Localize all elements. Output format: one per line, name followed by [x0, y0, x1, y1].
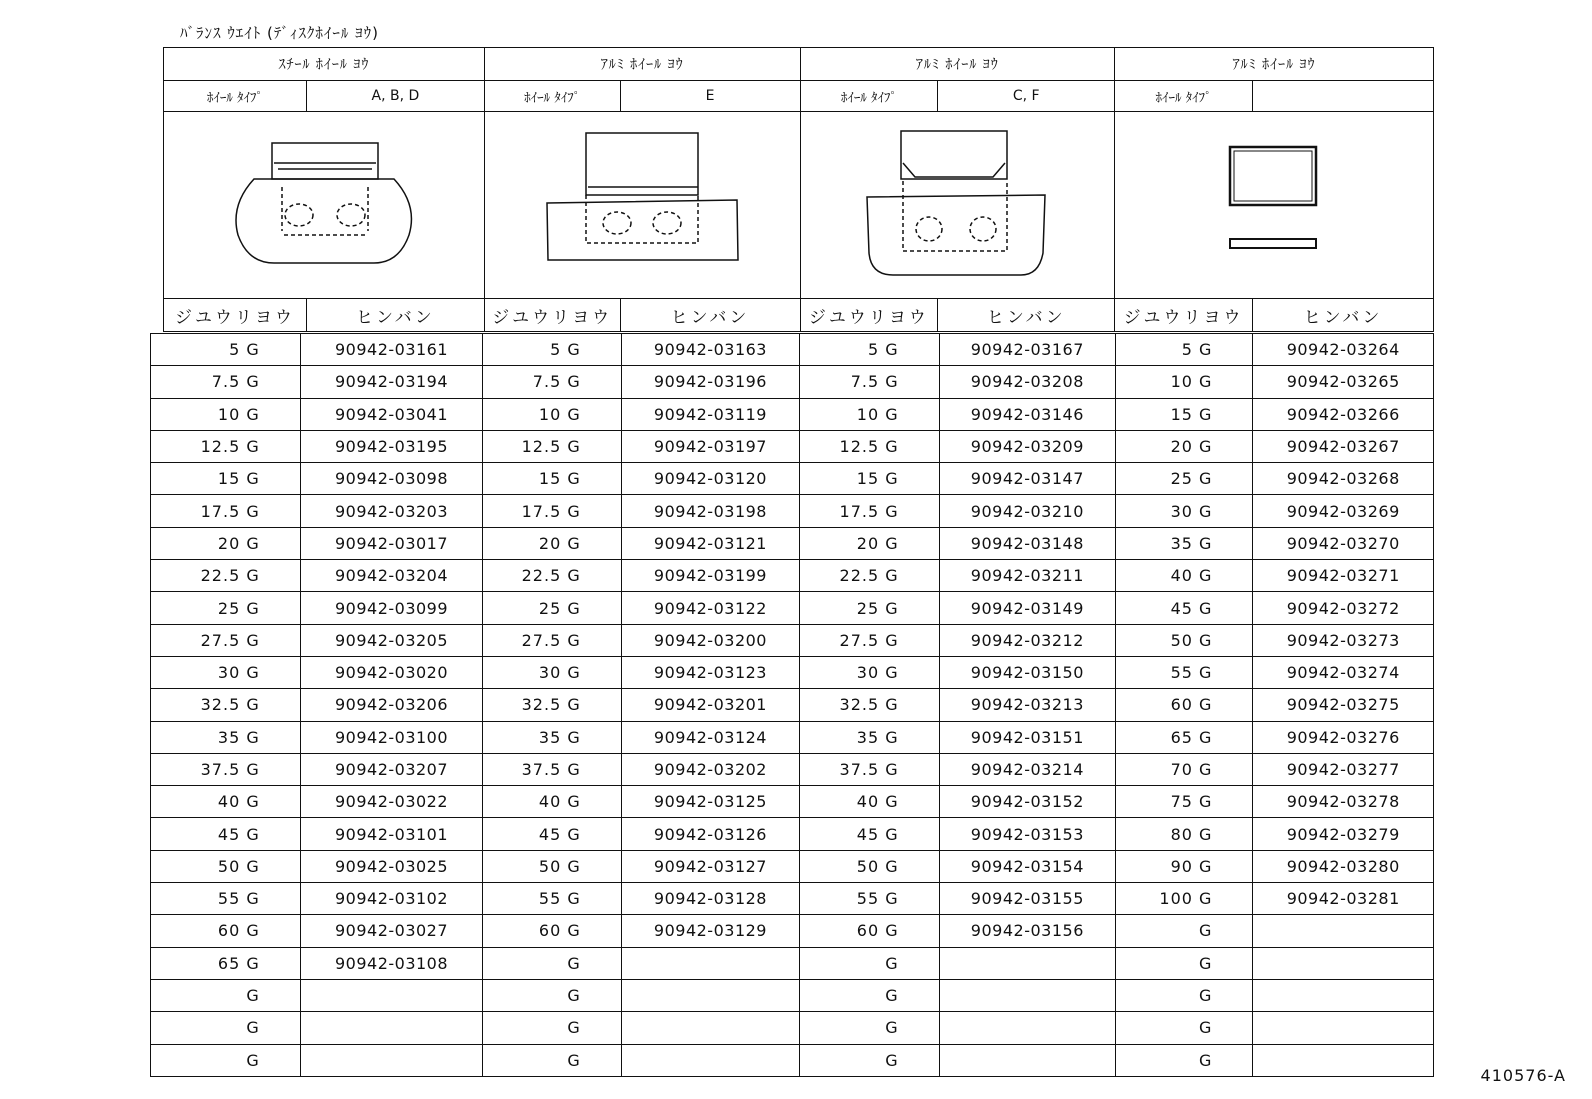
weight-cell: G [1116, 1012, 1253, 1044]
weight-cell: 12.5 G [151, 430, 301, 462]
weight-cell: 7.5 G [151, 366, 301, 398]
table-row [151, 1012, 1434, 1044]
weight-cell: G [1116, 947, 1253, 979]
weight-cell: 25 G [151, 592, 301, 624]
table-row [151, 979, 1434, 1011]
part-number-cell: 90942-03102 [300, 883, 483, 915]
weight-cell: 40 G [1116, 560, 1253, 592]
part-number-cell: 90942-03276 [1253, 721, 1434, 753]
part-number-cell: 90942-03127 [621, 850, 799, 882]
weight-cell: 50 G [800, 850, 939, 882]
part-number-cell: 90942-03274 [1253, 656, 1434, 688]
weight-cell: 7.5 G [800, 366, 939, 398]
weight-cell: 25 G [1116, 463, 1253, 495]
table-row [151, 398, 1434, 430]
weight-cell: G [151, 1012, 301, 1044]
part-number-cell: 90942-03278 [1253, 786, 1434, 818]
table-row [151, 560, 1434, 592]
weight-cell: 37.5 G [151, 753, 301, 785]
part-number-cell [1253, 947, 1434, 979]
part-number-cell: 90942-03195 [300, 430, 483, 462]
part-number-cell: 90942-03154 [939, 850, 1115, 882]
part-number-cell: 90942-03128 [621, 883, 799, 915]
part-number-cell [300, 979, 483, 1011]
weight-cell: 27.5 G [151, 624, 301, 656]
part-number-cell: 90942-03025 [300, 850, 483, 882]
table-row [151, 721, 1434, 753]
weight-cell: G [800, 947, 939, 979]
weight-cell: 30 G [1116, 495, 1253, 527]
weight-cell: G [483, 979, 621, 1011]
part-number-cell: 90942-03152 [939, 786, 1115, 818]
weight-cell: 45 G [800, 818, 939, 850]
weight-cell: 35 G [151, 721, 301, 753]
part-number-cell: 90942-03151 [939, 721, 1115, 753]
part-number-cell: 90942-03267 [1253, 430, 1434, 462]
part-number-cell: 90942-03120 [621, 463, 799, 495]
part-number-cell: 90942-03129 [621, 915, 799, 947]
weight-cell: 20 G [800, 527, 939, 559]
weight-cell: 45 G [483, 818, 621, 850]
adhesive-weight-drawing [1115, 112, 1434, 299]
part-number-cell: 90942-03264 [1253, 334, 1434, 366]
part-number-cell [1253, 979, 1434, 1011]
weight-cell: 32.5 G [800, 689, 939, 721]
part-number-column-header: ヒンバン [306, 299, 484, 332]
table-row [151, 624, 1434, 656]
weight-cell: 60 G [483, 915, 621, 947]
weight-cell: 17.5 G [800, 495, 939, 527]
weight-cell: 37.5 G [800, 753, 939, 785]
part-number-cell: 90942-03196 [621, 366, 799, 398]
weight-cell: 22.5 G [483, 560, 621, 592]
wheel-type-value: A, B, D [306, 81, 484, 112]
weight-cell: G [151, 1044, 301, 1076]
weight-cell: 10 G [800, 398, 939, 430]
section-steel-name: ｽﾁｰﾙ ﾎｲｰﾙ ﾖｳ [164, 48, 485, 81]
weight-cell: 25 G [483, 592, 621, 624]
weight-cell: 65 G [151, 947, 301, 979]
part-number-cell [1253, 915, 1434, 947]
wheel-type-label: ﾎｲｰﾙ ﾀｲﾌﾟ [1115, 81, 1253, 112]
weight-cell: G [800, 979, 939, 1011]
weight-cell: 70 G [1116, 753, 1253, 785]
part-number-cell: 90942-03268 [1253, 463, 1434, 495]
weight-cell: 35 G [1116, 527, 1253, 559]
part-number-cell: 90942-03101 [300, 818, 483, 850]
part-number-cell: 90942-03194 [300, 366, 483, 398]
part-number-cell: 90942-03281 [1253, 883, 1434, 915]
part-number-cell: 90942-03273 [1253, 624, 1434, 656]
part-number-cell: 90942-03156 [939, 915, 1115, 947]
part-number-cell: 90942-03200 [621, 624, 799, 656]
part-number-cell: 90942-03022 [300, 786, 483, 818]
part-number-cell [939, 979, 1115, 1011]
table-row [151, 463, 1434, 495]
weight-cell: G [483, 1044, 621, 1076]
weight-cell: 30 G [800, 656, 939, 688]
weight-cell: 5 G [800, 334, 939, 366]
weight-cell: 55 G [1116, 656, 1253, 688]
section-alu-cf-name: ｱﾙﾐ ﾎｲｰﾙ ﾖｳ [800, 48, 1115, 81]
weight-cell: 55 G [800, 883, 939, 915]
weight-cell: G [151, 979, 301, 1011]
weight-cell: 20 G [151, 527, 301, 559]
weight-cell: 5 G [483, 334, 621, 366]
weight-cell: 50 G [151, 850, 301, 882]
part-number-cell: 90942-03279 [1253, 818, 1434, 850]
part-number-cell: 90942-03119 [621, 398, 799, 430]
weight-cell: 60 G [1116, 689, 1253, 721]
wheel-type-label: ﾎｲｰﾙ ﾀｲﾌﾟ [484, 81, 620, 112]
part-number-cell: 90942-03203 [300, 495, 483, 527]
table-row [151, 753, 1434, 785]
weight-cell: 5 G [1116, 334, 1253, 366]
weight-cell: 30 G [483, 656, 621, 688]
part-number-cell: 90942-03147 [939, 463, 1115, 495]
weight-cell: 37.5 G [483, 753, 621, 785]
wheel-type-value: C, F [938, 81, 1115, 112]
wheel-type-value: E [620, 81, 800, 112]
table-row [151, 334, 1434, 366]
part-number-cell: 90942-03204 [300, 560, 483, 592]
weight-cell: 15 G [800, 463, 939, 495]
part-number-cell: 90942-03098 [300, 463, 483, 495]
part-number-cell: 90942-03150 [939, 656, 1115, 688]
part-number-cell: 90942-03100 [300, 721, 483, 753]
weight-cell: 50 G [483, 850, 621, 882]
part-number-cell: 90942-03126 [621, 818, 799, 850]
weight-cell: 27.5 G [800, 624, 939, 656]
table-row [151, 366, 1434, 398]
weight-column-header: ジユウリヨウ [1115, 299, 1253, 332]
part-number-cell [621, 1044, 799, 1076]
parts-table [150, 333, 1434, 1077]
table-row [151, 786, 1434, 818]
weight-cell: 15 G [151, 463, 301, 495]
weight-cell: 15 G [483, 463, 621, 495]
weight-cell: 60 G [151, 915, 301, 947]
weight-cell: G [483, 1012, 621, 1044]
part-number-cell: 90942-03198 [621, 495, 799, 527]
part-number-cell: 90942-03149 [939, 592, 1115, 624]
weight-cell: 32.5 G [483, 689, 621, 721]
table-row [151, 656, 1434, 688]
weight-cell: 5 G [151, 334, 301, 366]
weight-cell: 100 G [1116, 883, 1253, 915]
table-row [151, 1044, 1434, 1076]
part-number-cell: 90942-03124 [621, 721, 799, 753]
page-title: ﾊﾞﾗﾝｽ ｳｴｲﾄ (ﾃﾞｨｽｸﾎｲｰﾙ ﾖｳ) [180, 24, 380, 42]
part-number-cell: 90942-03202 [621, 753, 799, 785]
weight-cell: 40 G [483, 786, 621, 818]
part-number-cell: 90942-03271 [1253, 560, 1434, 592]
part-number-cell [939, 947, 1115, 979]
part-number-cell: 90942-03027 [300, 915, 483, 947]
weight-cell: 40 G [800, 786, 939, 818]
table-row [151, 495, 1434, 527]
part-number-cell: 90942-03211 [939, 560, 1115, 592]
table-row [151, 850, 1434, 882]
part-number-cell: 90942-03108 [300, 947, 483, 979]
header-table [163, 47, 1434, 332]
part-number-column-header: ヒンバン [938, 299, 1115, 332]
part-number-cell: 90942-03270 [1253, 527, 1434, 559]
part-number-cell: 90942-03099 [300, 592, 483, 624]
weight-cell: 35 G [483, 721, 621, 753]
wheel-type-label: ﾎｲｰﾙ ﾀｲﾌﾟ [164, 81, 307, 112]
part-number-column-header: ヒンバン [1252, 299, 1433, 332]
part-number-column-header: ヒンバン [620, 299, 800, 332]
weight-cell: 20 G [1116, 430, 1253, 462]
weight-column-header: ジユウリヨウ [800, 299, 938, 332]
part-number-cell: 90942-03206 [300, 689, 483, 721]
section-alu-adhesive-name: ｱﾙﾐ ﾎｲｰﾙ ﾖｳ [1115, 48, 1434, 81]
part-number-cell: 90942-03020 [300, 656, 483, 688]
part-number-cell: 90942-03148 [939, 527, 1115, 559]
weight-cell: 45 G [1116, 592, 1253, 624]
alu-cf-weight-drawing [800, 112, 1115, 299]
weight-cell: 12.5 G [800, 430, 939, 462]
weight-cell: 50 G [1116, 624, 1253, 656]
weight-cell: 22.5 G [800, 560, 939, 592]
part-number-cell: 90942-03167 [939, 334, 1115, 366]
table-row [151, 527, 1434, 559]
weight-cell: 7.5 G [483, 366, 621, 398]
weight-cell: 35 G [800, 721, 939, 753]
weight-cell: 90 G [1116, 850, 1253, 882]
part-number-cell: 90942-03121 [621, 527, 799, 559]
part-number-cell [621, 979, 799, 1011]
weight-cell: G [483, 947, 621, 979]
part-number-cell [300, 1044, 483, 1076]
part-number-cell: 90942-03208 [939, 366, 1115, 398]
weight-cell: 40 G [151, 786, 301, 818]
weight-cell: 15 G [1116, 398, 1253, 430]
part-number-cell: 90942-03161 [300, 334, 483, 366]
part-number-cell [939, 1012, 1115, 1044]
part-number-cell: 90942-03197 [621, 430, 799, 462]
part-number-cell: 90942-03272 [1253, 592, 1434, 624]
weight-cell: 10 G [1116, 366, 1253, 398]
weight-cell: G [1116, 1044, 1253, 1076]
weight-cell: 75 G [1116, 786, 1253, 818]
part-number-cell: 90942-03280 [1253, 850, 1434, 882]
part-number-cell: 90942-03041 [300, 398, 483, 430]
weight-cell: 25 G [800, 592, 939, 624]
weight-cell: 30 G [151, 656, 301, 688]
weight-cell: 55 G [151, 883, 301, 915]
weight-cell: G [800, 1044, 939, 1076]
wheel-type-value [1252, 81, 1433, 112]
part-number-cell: 90942-03214 [939, 753, 1115, 785]
table-row [151, 883, 1434, 915]
part-number-cell [1253, 1012, 1434, 1044]
part-number-cell: 90942-03212 [939, 624, 1115, 656]
part-number-cell: 90942-03207 [300, 753, 483, 785]
weight-cell: 10 G [483, 398, 621, 430]
part-number-cell: 90942-03266 [1253, 398, 1434, 430]
weight-cell: 10 G [151, 398, 301, 430]
part-number-cell: 90942-03201 [621, 689, 799, 721]
table-row [151, 947, 1434, 979]
table-row [151, 689, 1434, 721]
weight-cell: 17.5 G [483, 495, 621, 527]
part-number-cell: 90942-03122 [621, 592, 799, 624]
weight-column-header: ジユウリヨウ [164, 299, 307, 332]
weight-cell: 32.5 G [151, 689, 301, 721]
weight-cell: 20 G [483, 527, 621, 559]
weight-cell: 17.5 G [151, 495, 301, 527]
weight-cell: 45 G [151, 818, 301, 850]
part-number-cell: 90942-03265 [1253, 366, 1434, 398]
part-number-cell: 90942-03017 [300, 527, 483, 559]
weight-cell: 80 G [1116, 818, 1253, 850]
part-number-cell [939, 1044, 1115, 1076]
alu-e-weight-drawing [484, 112, 800, 299]
weight-cell: 55 G [483, 883, 621, 915]
section-alu-e-name: ｱﾙﾐ ﾎｲｰﾙ ﾖｳ [484, 48, 800, 81]
part-number-cell: 90942-03146 [939, 398, 1115, 430]
wheel-type-label: ﾎｲｰﾙ ﾀｲﾌﾟ [800, 81, 938, 112]
part-number-cell: 90942-03209 [939, 430, 1115, 462]
part-number-cell: 90942-03213 [939, 689, 1115, 721]
part-number-cell: 90942-03125 [621, 786, 799, 818]
weight-cell: G [1116, 915, 1253, 947]
part-number-cell: 90942-03205 [300, 624, 483, 656]
part-number-cell: 90942-03210 [939, 495, 1115, 527]
weight-cell: G [1116, 979, 1253, 1011]
weight-cell: 60 G [800, 915, 939, 947]
part-number-cell: 90942-03269 [1253, 495, 1434, 527]
part-number-cell: 90942-03163 [621, 334, 799, 366]
part-number-cell [621, 1012, 799, 1044]
steel-weight-drawing [164, 112, 485, 299]
document-id: 410576-A [1480, 1066, 1566, 1085]
table-row [151, 430, 1434, 462]
part-number-cell: 90942-03275 [1253, 689, 1434, 721]
table-row [151, 915, 1434, 947]
part-number-cell: 90942-03277 [1253, 753, 1434, 785]
part-number-cell [621, 947, 799, 979]
weight-cell: G [800, 1012, 939, 1044]
part-number-cell [300, 1012, 483, 1044]
table-row [151, 592, 1434, 624]
part-number-cell [1253, 1044, 1434, 1076]
weight-cell: 27.5 G [483, 624, 621, 656]
weight-column-header: ジユウリヨウ [484, 299, 620, 332]
weight-cell: 12.5 G [483, 430, 621, 462]
table-row [151, 818, 1434, 850]
weight-cell: 65 G [1116, 721, 1253, 753]
part-number-cell: 90942-03199 [621, 560, 799, 592]
part-number-cell: 90942-03123 [621, 656, 799, 688]
weight-cell: 22.5 G [151, 560, 301, 592]
part-number-cell: 90942-03153 [939, 818, 1115, 850]
part-number-cell: 90942-03155 [939, 883, 1115, 915]
